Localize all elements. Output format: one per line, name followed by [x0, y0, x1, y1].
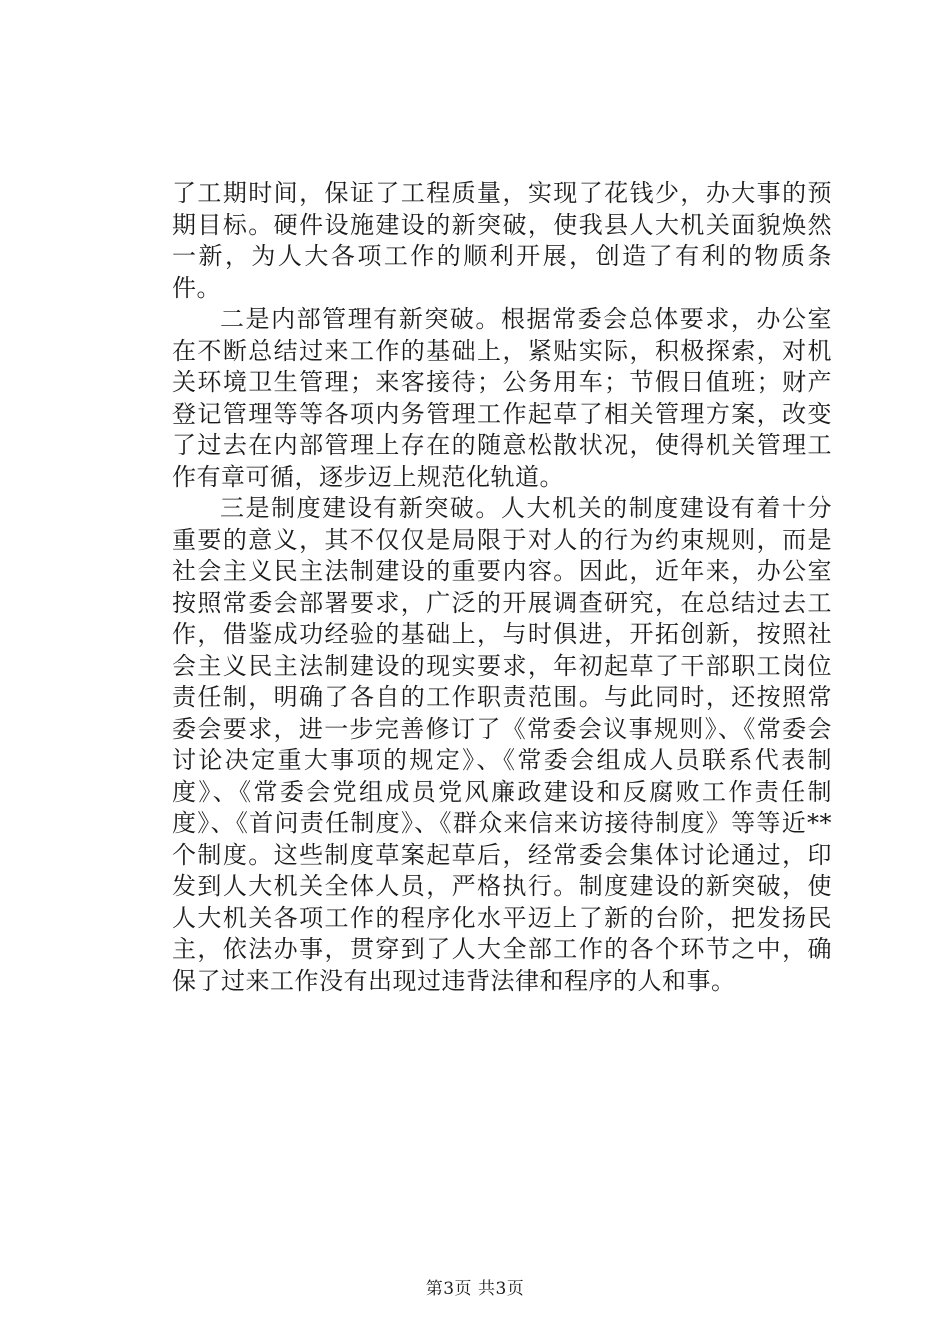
document-body — [172, 178, 832, 997]
page-footer: 第3页 共3页 — [425, 1279, 525, 1299]
paragraph-continuation: 了工期时间，保证了工程质量，实现了花钱少，办大事的预期目标。硬件设施建设的新突破，使我县人大机关面貌焕然一新，为人大各项工作的顺利开展，创造了有利的物质条件。 — [172, 179, 832, 302]
paragraph-system-building: 三是制度建设有新突破。人大机关的制度建设有着十分重要的意义，其不仅仅是局限于对人的行为约束规则，而是社会主义民主法制建设的重要内容。因此，近年来，办公室按照常委会部署要求，广泛的开展调查研究，在总结过去工作，借鉴成功经验的基础上，与时俱进，开拓创新，按照社会主义民主法制建设的现实要求，年初起草了干部职工岗位责任制，明确了各自的工作职责范围。与此同时，还按照常委会要求，进一步完善修订了《常委会议事规则》、《常委会讨论决定重大事项的规定》、《常委会组成人员联系代表制度》、《常委会党组成员党风廉政建设和反腐败工作责任制度》、《首问责任制度》、《群众来信来访接待制度》等等近**个制度。这些制度草案起草后，经常委会集体讨论通过，印发到人大机关全体人员，严格执行。制度建设的新突破，使人大机关各项工作的程序化水平迈上了新的台阶，把发扬民主，依法办事，贯穿到了人大全部工作的各个环节之中，确保了过来工作没有出现过违背法律和程序的人和事。 — [172, 494, 832, 995]
paragraph-internal-management: 二是内部管理有新突破。根据常委会总体要求，办公室在不断总结过来工作的基础上，紧贴实际，积极探索，对机关环境卫生管理；来客接待；公务用车；节假日值班；财产登记管理等等各项内务管理工作起草了相关管理方案，改变了过去在内部管理上存在的随意松散状况，使得机关管理工作有章可循，逐步迈上规范化轨道。 — [172, 305, 832, 491]
